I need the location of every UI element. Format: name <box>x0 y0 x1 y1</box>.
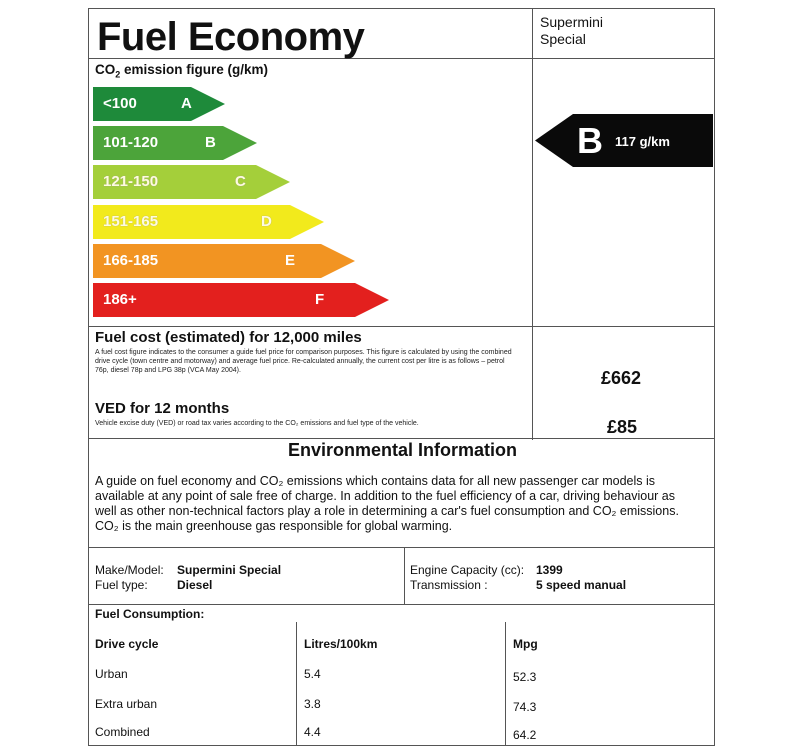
band-letter: C <box>235 173 246 190</box>
divider <box>89 547 714 548</box>
divider <box>532 9 533 440</box>
engine-value: 1399 <box>536 563 563 577</box>
transmission-value: 5 speed manual <box>536 578 627 592</box>
engine-label: Engine Capacity (cc): <box>410 563 525 577</box>
co2-rating-arrow <box>535 114 713 167</box>
band-letter: B <box>205 134 216 151</box>
make-model-label: Make/Model: <box>95 563 164 577</box>
co2-heading-post: emission figure (g/km) <box>120 62 269 77</box>
row-urban-litres: 5.4 <box>304 667 321 681</box>
divider <box>89 604 714 605</box>
band-letter: A <box>181 95 192 112</box>
fuel-cost-value: £662 <box>601 368 642 388</box>
transmission-label: Transmission : <box>410 578 488 592</box>
co2-heading <box>95 62 268 80</box>
band-range: <100 <box>103 95 137 112</box>
divider <box>505 622 506 745</box>
row-combined-mpg: 64.2 <box>513 728 537 742</box>
fuel-cost-note: A fuel cost figure indicates to the consumer a guide fuel price for comparison purposes. This figure is calculated by using the combined drive cycle (town centre and motorway) and average fuel price. Re-calculated annually, the current cost per litre is as follows – petrol 76p, diesel 78p and LPG 38p (VCA May 2004). <box>95 349 512 374</box>
model-line-1: Supermini <box>540 14 604 30</box>
divider <box>404 547 405 604</box>
co2-band-a <box>93 87 225 121</box>
co2-band-d <box>93 205 324 239</box>
row-combined-label: Combined <box>95 725 150 739</box>
co2-heading-pre: CO <box>95 62 116 77</box>
band-range: 166-185 <box>103 252 159 269</box>
band-letter: D <box>261 213 272 230</box>
ved-note: Vehicle excise duty (VED) or road tax varies according to the CO₂ emissions and fuel type of the vehicle. <box>95 420 419 427</box>
column-header-mpg: Mpg <box>513 637 538 651</box>
band-range: 151-165 <box>103 213 159 230</box>
fuel-type-value: Diesel <box>177 578 213 592</box>
environment-text: A guide on fuel economy and CO₂ emissions which contains data for all new passenger car models is available at any point of sale free of charge. In addition to the fuel efficiency of a car, driving behaviour as well as other non-technical factors play a role in determining a car's fuel consumption and CO₂ emissions. CO₂ is the main greenhouse gas responsible for global warming. <box>95 474 679 533</box>
model-name <box>540 14 603 48</box>
band-range: 121-150 <box>103 173 159 190</box>
row-combined-litres: 4.4 <box>304 725 321 739</box>
divider <box>296 622 297 745</box>
row-extra-urban-litres: 3.8 <box>304 697 321 711</box>
rating-grade: B <box>577 120 603 161</box>
row-urban-label: Urban <box>95 667 128 681</box>
fuel-consumption-heading: Fuel Consumption: <box>95 607 205 621</box>
page-title: Fuel Economy <box>97 15 365 59</box>
co2-band-f <box>93 283 389 317</box>
ved-heading: VED for 12 months <box>95 400 230 417</box>
column-header-drive-cycle: Drive cycle <box>95 637 159 651</box>
band-letter: F <box>315 291 325 308</box>
co2-band-b <box>93 126 257 160</box>
environment-title: Environmental Information <box>287 440 518 460</box>
band-letter: E <box>285 252 296 269</box>
co2-band-c <box>93 165 290 199</box>
row-extra-urban-mpg: 74.3 <box>513 700 537 714</box>
fuel-economy-label <box>88 8 715 746</box>
row-urban-mpg: 52.3 <box>513 670 537 684</box>
band-arrow-shape <box>93 283 389 317</box>
co2-heading-sub: 2 <box>115 69 121 80</box>
band-range: 186+ <box>103 291 137 308</box>
divider <box>89 326 714 327</box>
model-line-2: Special <box>540 31 586 47</box>
band-range: 101-120 <box>103 134 159 151</box>
fuel-cost-heading: Fuel cost (estimated) for 12,000 miles <box>95 329 362 346</box>
make-model-value: Supermini Special <box>177 563 282 577</box>
ved-value: £85 <box>607 417 638 437</box>
divider <box>89 438 714 439</box>
row-extra-urban-label: Extra urban <box>95 697 158 711</box>
co2-band-e <box>93 244 355 278</box>
fuel-type-label: Fuel type: <box>95 578 148 592</box>
rating-value: 117 g/km <box>615 134 670 149</box>
column-header-litres: Litres/100km <box>304 637 378 651</box>
